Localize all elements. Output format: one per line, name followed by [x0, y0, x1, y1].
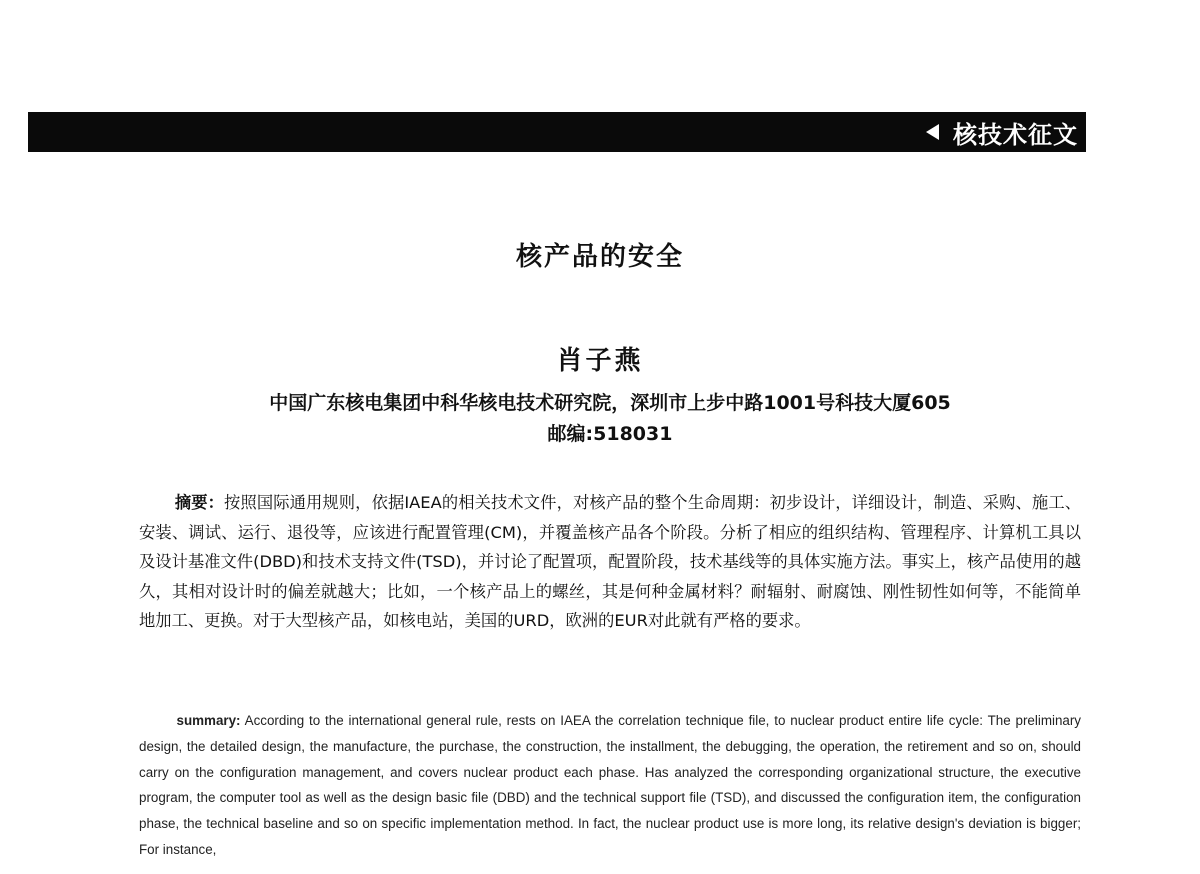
section-label: 核技术征文: [953, 120, 1078, 149]
abstract-en-text: According to the international general rule, rests on IAEA the correlation technique file, to nuclear product entire life cycle: The preliminary design, the detailed design, the manufacture, the purchase, the construction, the installment, the debugging, the operation, the retirement and so on, should carry on the configuration management, and covers nuclear product each phase. Has analyzed the corresponding organizational structure, the executive program, the computer tool as well as the design basic file (DBD) and the technical support file (TSD), and discussed the configuration item, the configuration phase, the technical baseline and so on specific implementation method. In fact, the nuclear product use is more long, its relative design's deviation is bigger; For instance,: [139, 713, 1081, 857]
left-arrow-icon: [926, 124, 939, 140]
abstract-chinese: [139, 488, 1081, 636]
abstract-cn-text: 按照国际通用规则，依据IAEA的相关技术文件，对核产品的整个生命周期：初步设计，详细设计，制造、采购、施工、安装、调试、运行、退役等，应该进行配置管理(CM)，并覆盖核产品各个阶段。分析了相应的组织结构、管理程序、计算机工具以及设计基准文件(DBD)和技术支持文件(TSD)，并讨论了配置项，配置阶段，技术基线等的具体实施方法。事实上，核产品使用的越久，其相对设计时的偏差就越大；比如，一个核产品上的螺丝，其是何种金属材料？耐辐射、耐腐蚀、刚性韧性如何等，不能简单地加工、更换。对于大型核产品，如核电站，美国的URD，欧洲的EUR对此就有严格的要求。: [139, 493, 1081, 631]
section-tag: [926, 116, 1078, 148]
paper-title: 核产品的安全: [515, 242, 684, 272]
author-affiliation: 中国广东核电集团中科华核电技术研究院，深圳市上步中路1001号科技大厦605: [269, 392, 951, 414]
abstract-en-label: summary:: [176, 713, 241, 728]
author-postcode: 邮编:518031: [547, 423, 673, 445]
paper-author: 肖子燕: [556, 346, 644, 376]
abstract-english: [139, 708, 1081, 863]
header-bar: [28, 112, 1086, 152]
abstract-cn-label: 摘要：: [174, 493, 225, 512]
